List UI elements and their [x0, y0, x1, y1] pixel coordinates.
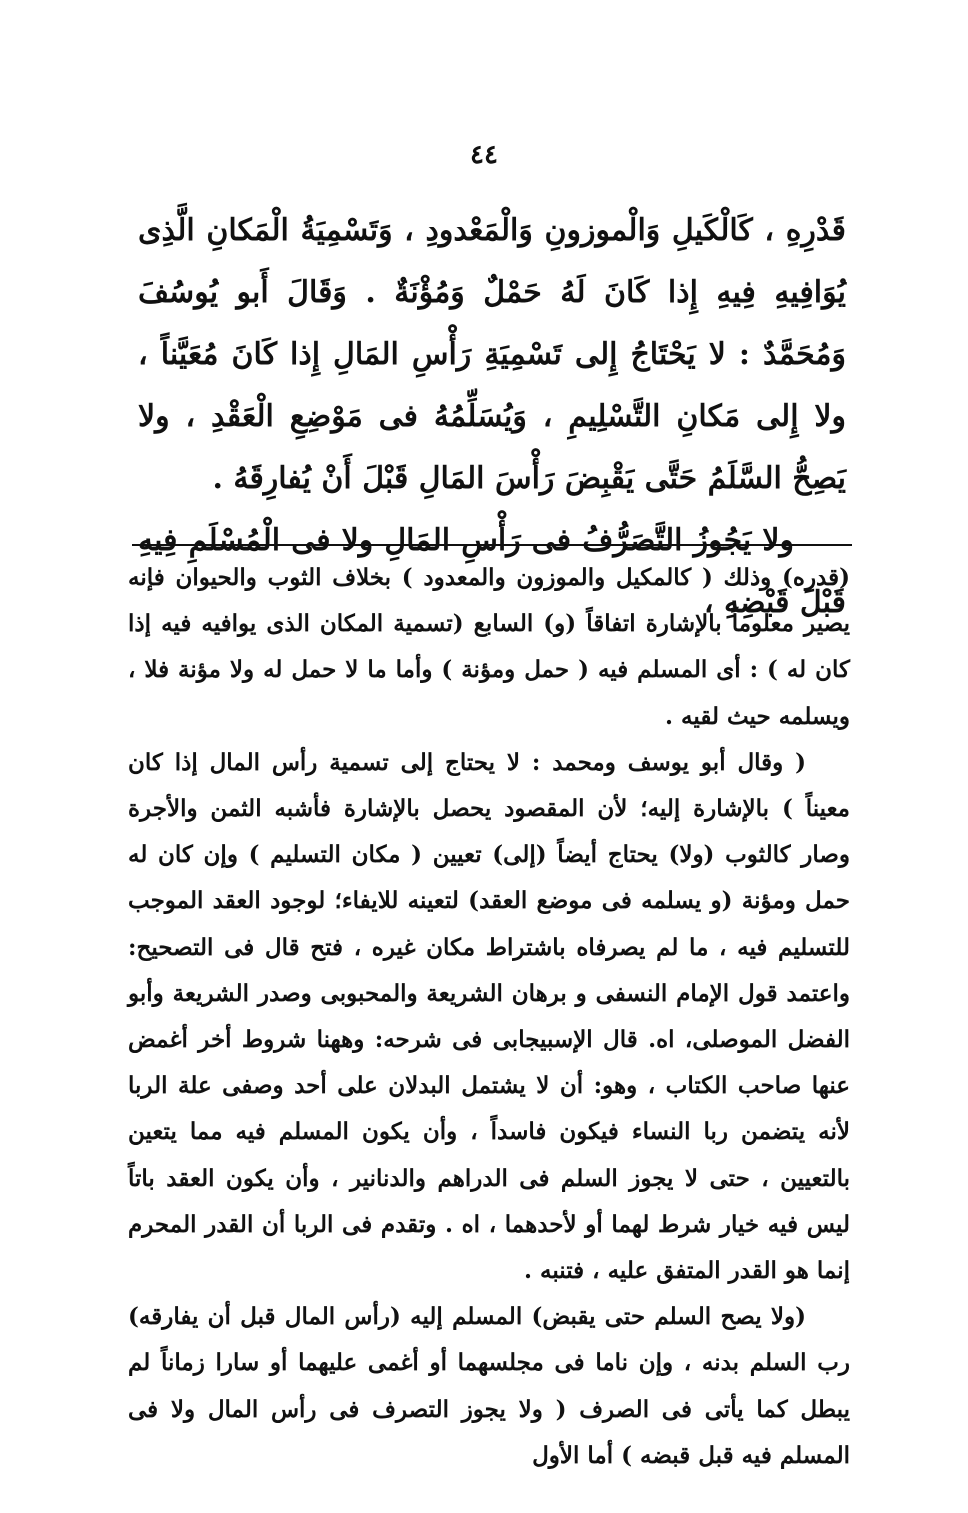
commentary-paragraph: (ولا يصح السلم حتى يقبض) المسلم إليه (رأس المال قبل أن يفارقه) رب السلم بدنه ، وإن ناما فى مجلسهما أو أغمى عليهما أو سارا زماناً لم يبطل كما يأتى فى الصرف ( ولا يجوز التصرف فى رأس المال ولا فى المسلم فيه قبل قبضه ) أما الأول [128, 1303, 850, 1469]
main-text-paragraph: ولا يَجُوزُ التَّصَرُّفُ فى رَأْسِ المَالِ ولا فى الْمُسْلَمِ فِيهِ قَبْلَ قَبْضِهِ ، [138, 523, 846, 620]
commentary-paragraph: (قدره) وذلك ( كالمكيل والموزون والمعدود ) بخلاف الثوب والحيوان فإنه يصير معلوماً بالإشارة اتفاقاً (و) السابع (تسمية المكان الذى يوافيه فيه إذا كان له ) : أى المسلم فيه ( حمل ومؤنة ) وأما ما لا حمل له ولا مؤنة فلا ، ويسلمه حيث لقيه . [128, 564, 850, 730]
main-text-paragraph: قَدْرِهِ ، كَالْكَيلِ وَالْموزونِ وَالْمَعْدودِ ، وَتَسْمِيَةُ الْمَكانِ الَّذِى يُوَافِيهِ فِيهِ إِذا كَانَ لَهُ حَمْلٌ وَمُؤْنَةٌ . وَقَالَ أَبو يُوسُفَ وَمُحَمَّدٌ : لا يَحْتَاجُ إِلى تَسْمِيَةِ رَأْسِ المَالِ إِذا كَانَ مُعَيَّناً ، ولا إِلى مَكانِ التَّسْلِيمِ ، وَيُسَلِّمُهُ فى مَوْضِعِ الْعَقْدِ ، ولا يَصِحُّ السَّلَمُ حَتَّى يَقْبِضَ رَأْسَ المَالِ قَبْلَ أَنْ يُفارِقَهُ . [138, 213, 846, 496]
commentary-text [128, 555, 850, 1479]
commentary-paragraph: ( وقال أبو يوسف ومحمد : لا يحتاج إلى تسمية رأس المال إذا كان معيناً ) بالإشارة إليه؛ لأن المقصود يحصل بالإشارة فأشبه الثمن والأجرة وصار كالثوب (ولا) يحتاج أيضاً (إلى) تعيين ( مكان التسليم ) وإن كان له حمل ومؤنة (و يسلمه فى موضع العقد) لتعينه للايفاء؛ لوجود العقد الموجب للتسليم فيه ، ما لم يصرفاه باشتراط مكان غيره ، فتح قال فى التصحيح: واعتمد قول الإمام النسفى و برهان الشريعة والمحبوبى وصدر الشريعة وأبو الفضل الموصلى، اه. قال الإسبيجابى فى شرحه: وههنا شروط أخر أغمض عنها صاحب الكتاب ، وهو: أن لا يشتمل البدلان على أحد وصفى علة الربا لأنه يتضمن ربا النساء فيكون فاسداً ، وأن يكون المسلم فيه مما يتعين بالتعيين ، حتى لا يجوز السلم فى الدراهم والدنانير ، وأن يكون العقد باتاً ليس فيه خيار شرط لهما أو لأحدهما ، اه . وتقدم فى الربا أن القدر المحرم إنما هو القدر المتفق عليه ، فتنبه . [128, 748, 850, 1285]
page-number: ٤٤ [470, 140, 498, 170]
footnote-divider [132, 544, 852, 546]
